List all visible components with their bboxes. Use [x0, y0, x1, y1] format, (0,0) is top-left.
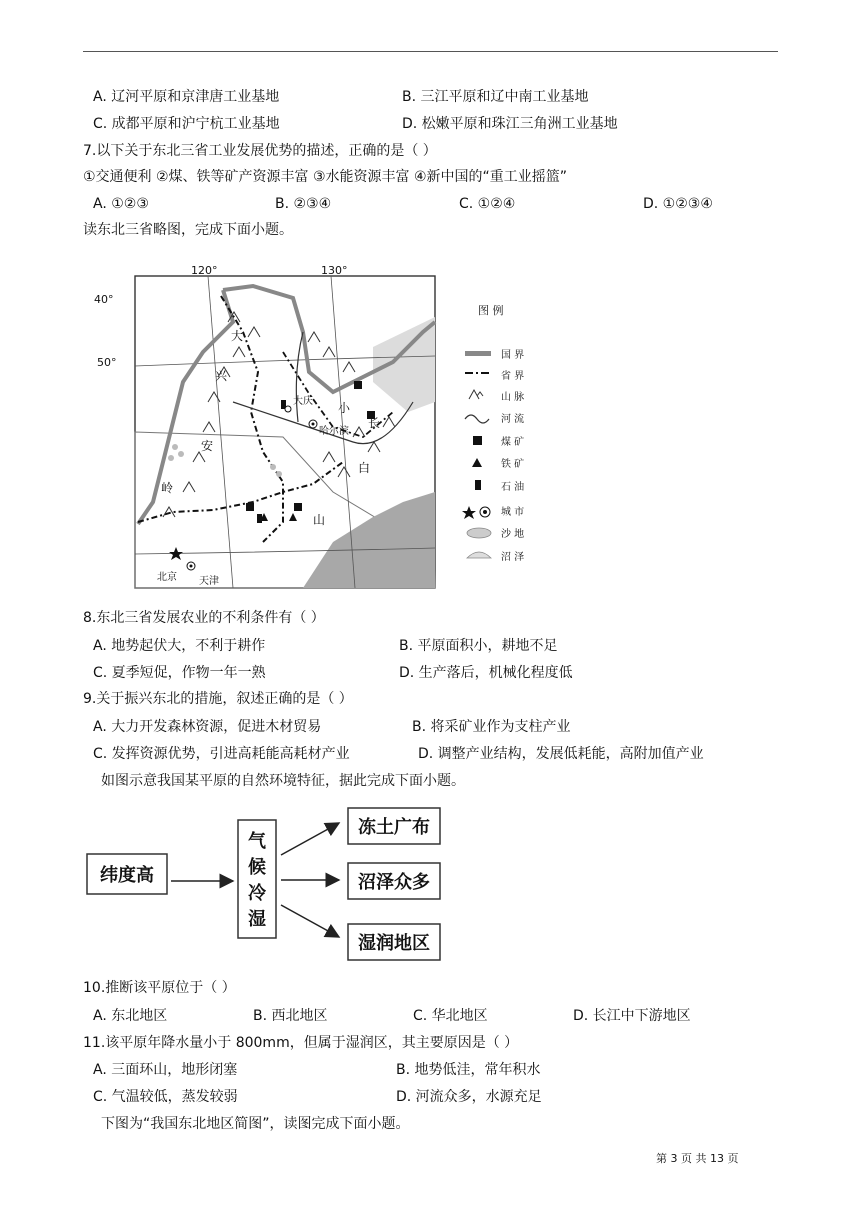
q8-option-b: B. 平原面积小，耕地不足 — [399, 638, 558, 654]
cause-label: 纬度高 — [100, 865, 154, 886]
legend-label: 铁 矿 — [501, 459, 525, 470]
q11-option-c: C. 气温较低，蒸发较弱 — [93, 1089, 238, 1105]
city-label-beijing: 北京 — [157, 572, 177, 583]
q11-option-b: B. 地势低洼，常年积水 — [396, 1062, 541, 1078]
city-label-tianjin: 天津 — [199, 576, 219, 587]
q8-option-d: D. 生产落后，机械化程度低 — [399, 665, 573, 681]
q8-option-c: C. 夏季短促，作物一年一熟 — [93, 665, 266, 681]
q9-option-c: C. 发挥资源优势，引进高耗能高耗材产业 — [93, 746, 350, 762]
q7-option-a: A. ①②③ — [93, 196, 149, 212]
city-label-harbin: 哈尔滨 — [319, 426, 349, 437]
northeast-china-map — [133, 262, 543, 590]
map-legend — [462, 303, 524, 563]
lat-label-50-text: 50° — [97, 356, 117, 369]
legend-label: 煤 矿 — [501, 437, 525, 448]
climate-char: 冷 — [248, 883, 266, 904]
terrain-label: 长 — [368, 416, 381, 430]
climate-char: 湿 — [248, 909, 266, 930]
q9-option-b: B. 将采矿业作为支柱产业 — [412, 719, 571, 735]
q6-option-b: B. 三江平原和辽中南工业基地 — [402, 89, 589, 105]
arrow-to-effect-3 — [281, 905, 339, 937]
q9-stem: 9.关于振兴东北的措施，叙述正确的是（ ） — [83, 691, 353, 707]
diagram-intro: 如图示意我国某平原的自然环境特征，据此完成下面小题。 — [101, 773, 465, 789]
effect-label: 沼泽众多 — [358, 872, 430, 893]
city-label-daqing: 大庆 — [293, 396, 313, 407]
q10-option-d: D. 长江中下游地区 — [573, 1008, 691, 1024]
next-map-intro: 下图为“我国东北地区简图”，读图完成下面小题。 — [101, 1116, 410, 1132]
terrain-label: 兴 — [215, 369, 228, 383]
legend-label: 河 流 — [501, 414, 525, 425]
header-rule — [83, 51, 778, 52]
q7-items: ①交通便利 ②煤、铁等矿产资源丰富 ③水能资源丰富 ④新中国的“重工业摇篮” — [83, 169, 568, 185]
climate-flow-diagram — [83, 805, 478, 975]
legend-title: 图 例 — [478, 304, 504, 317]
legend-label: 国 界 — [501, 350, 525, 361]
arrow-to-effect-1 — [281, 823, 339, 855]
legend-label: 石 油 — [501, 482, 525, 493]
effect-label: 湿润地区 — [358, 933, 430, 954]
q10-option-c: C. 华北地区 — [413, 1008, 488, 1024]
q10-option-a: A. 东北地区 — [93, 1008, 168, 1024]
legend-label: 沙 地 — [501, 529, 525, 540]
q10-option-b: B. 西北地区 — [253, 1008, 328, 1024]
q9-option-d: D. 调整产业结构，发展低耗能，高附加值产业 — [418, 746, 704, 762]
climate-char: 气 — [248, 831, 266, 852]
terrain-label: 白 — [358, 461, 371, 475]
q6-option-d: D. 松嫩平原和珠江三角洲工业基地 — [402, 116, 618, 132]
q8-option-a: A. 地势起伏大，不利于耕作 — [93, 638, 266, 654]
page-number: 第 3 页 共 13 页 — [656, 1152, 739, 1165]
legend-label: 省 界 — [501, 371, 525, 382]
q7-option-b: B. ②③④ — [275, 196, 332, 212]
q11-option-d: D. 河流众多，水源充足 — [396, 1089, 542, 1105]
q7-stem: 7.以下关于东北三省工业发展优势的描述，正确的是（ ） — [83, 143, 437, 159]
q6-option-a: A. 辽河平原和京津唐工业基地 — [93, 89, 280, 105]
terrain-label: 大 — [231, 329, 244, 343]
lat-label-40: 40° — [94, 293, 114, 306]
terrain-label: 小 — [338, 401, 351, 415]
q7-option-d: D. ①②③④ — [643, 196, 713, 212]
legend-label: 山 脉 — [501, 392, 525, 403]
q9-option-a: A. 大力开发森林资源，促进木材贸易 — [93, 719, 322, 735]
legend-label: 城 市 — [501, 507, 525, 518]
lon-label-120: 120° — [191, 264, 218, 277]
legend-label: 沼 泽 — [501, 552, 525, 563]
q11-option-a: A. 三面环山，地形闭塞 — [93, 1062, 238, 1078]
lon-label-130: 130° — [321, 264, 348, 277]
effect-label: 冻土广布 — [358, 817, 430, 838]
q7-option-c: C. ①②④ — [459, 196, 516, 212]
terrain-label: 岭 — [161, 481, 174, 495]
q6-option-c: C. 成都平原和沪宁杭工业基地 — [93, 116, 280, 132]
climate-char: 候 — [248, 857, 266, 878]
map-intro: 读东北三省略图，完成下面小题。 — [83, 222, 293, 238]
q8-stem: 8.东北三省发展农业的不利条件有（ ） — [83, 610, 325, 626]
terrain-label: 山 — [313, 513, 326, 527]
q11-stem: 11.该平原年降水量小于 800mm，但属于湿润区，其主要原因是（ ） — [83, 1035, 519, 1051]
q10-stem: 10.推断该平原位于（ ） — [83, 980, 236, 996]
terrain-label: 安 — [201, 439, 214, 453]
